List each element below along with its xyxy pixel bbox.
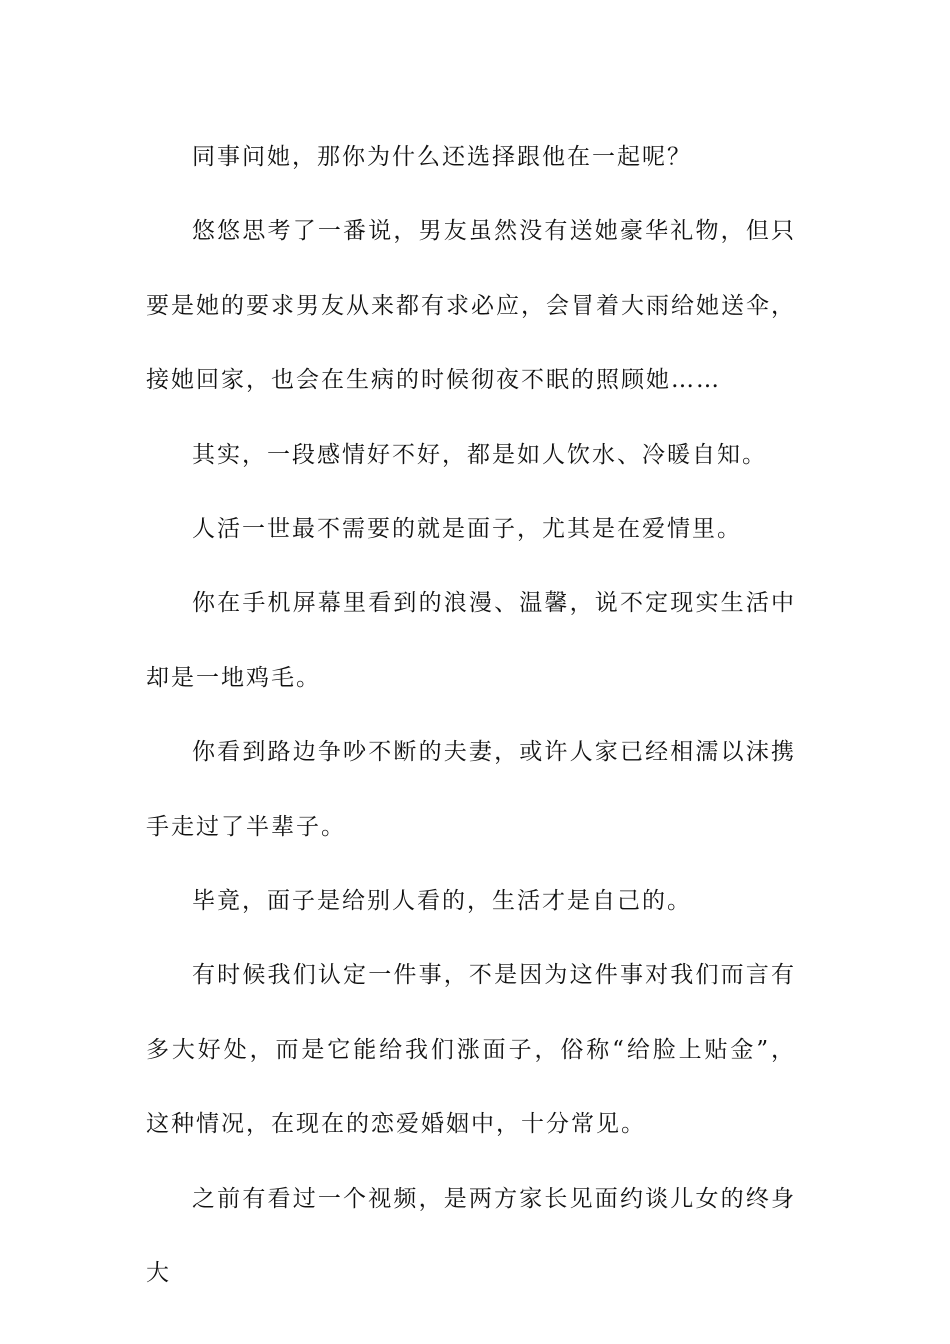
- paragraph-5: 你在手机屏幕里看到的浪漫、温馨，说不定现实生活中却是一地鸡毛。: [146, 590, 796, 691]
- paragraph-7: 毕竟，面子是给别人看的，生活才是自己的。: [192, 888, 692, 915]
- paragraph-6: 你看到路边争吵不断的夫妻，或许人家已经相濡以沫携手走过了半辈子。: [146, 739, 796, 840]
- paragraph-3: 其实，一段感情好不好，都是如人饮水、冷暖自知。: [192, 441, 767, 468]
- paragraph-4: 人活一世最不需要的就是面子，尤其是在爱情里。: [192, 516, 742, 543]
- paragraph-2: 悠悠思考了一番说，男友虽然没有送她豪华礼物，但只要是她的要求男友从来都有求必应，会冒着大雨给她送伞，接她回家，也会在生病的时候彻夜不眠的照顾她……: [146, 218, 796, 394]
- article-body: [146, 120, 796, 1311]
- paragraph-9: 之前有看过一个视频，是两方家长见面约谈儿女的终身大: [146, 1185, 796, 1287]
- paragraph-1: 同事问她，那你为什么还选择跟他在一起呢？: [192, 144, 692, 170]
- paragraph-8: 有时候我们认定一件事，不是因为这件事对我们而言有多大好处，而是它能给我们涨面子，俗称“给脸上贴金”，这种情况，在现在的恋爱婚姻中，十分常见。: [146, 962, 796, 1138]
